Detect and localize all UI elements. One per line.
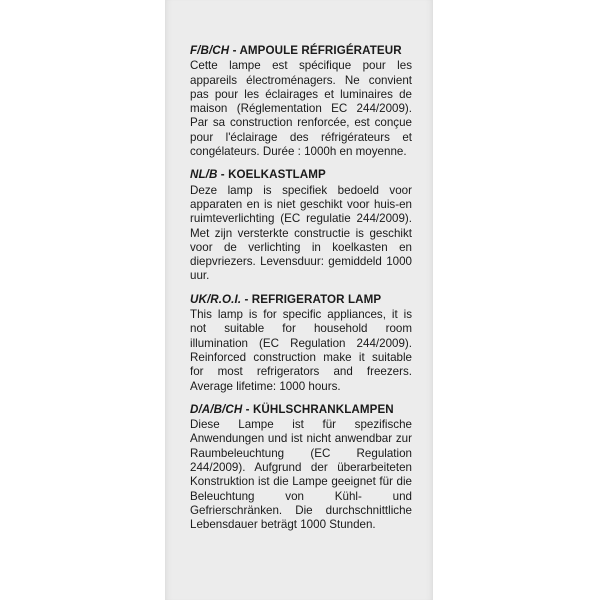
country-codes: UK/R.O.I. xyxy=(190,292,242,306)
label-text xyxy=(190,44,412,542)
section-nl xyxy=(190,168,412,283)
section-body: Diese Lampe ist für spezifische Anwendungen und ist nicht anwendbar zur Raumbeleuchtung (EC Regulation 244/2009). Aufgrund der überarbeiteten Konstruktion ist die Lampe geeignet für die Beleuchtung von Kühl- und Gefrierschränken. Die durchschnittliche Lebensdauer beträgt 1000 Stunden. xyxy=(190,418,412,532)
section-uk xyxy=(190,293,412,394)
heading-separator: - xyxy=(241,292,252,306)
section-heading xyxy=(190,168,412,182)
heading-separator: - xyxy=(242,402,253,416)
section-title: AMPOULE RÉFRIGÉRATEUR xyxy=(239,44,402,57)
country-codes: F/B/CH xyxy=(190,44,230,57)
section-heading xyxy=(190,44,412,58)
country-codes: NL/B xyxy=(190,168,218,182)
section-heading xyxy=(190,403,412,417)
section-title: KOELKASTLAMP xyxy=(228,168,326,182)
section-body: Cette lampe est spécifique pour les appareils électroménagers. Ne convient pas pour les éclairages et luminaires de maison (Réglementation EC 244/2009). Par sa construction renforcée, est conçue pour l'éclairage des réfrigérateurs et congélateurs. Durée : 1000h en moyenne. xyxy=(190,59,412,159)
section-title: KÜHLSCHRANKLAMPEN xyxy=(252,402,394,416)
section-title: REFRIGERATOR LAMP xyxy=(251,292,382,306)
section-body: Deze lamp is specifiek bedoeld voor apparaten en is niet geschikt voor huis-en ruimteverlichting (EC regulatie 244/2009). Met zijn versterkte constructie is geschikt voor de verlichting in koelkasten en diepvriezers. Levensduur: gemiddeld 1000 uur. xyxy=(190,183,412,283)
section-body: This lamp is for specific appliances, it is not suitable for household room illumination (EC Regulation 244/2009). Reinforced construction make it suitable for most refrigerators and freezers. Average lifetime: 1000 hours. xyxy=(190,308,412,393)
heading-separator: - xyxy=(217,168,229,182)
section-heading xyxy=(190,293,412,307)
section-fr xyxy=(190,44,412,159)
country-codes: D/A/B/CH xyxy=(190,402,243,416)
section-de xyxy=(190,403,412,533)
heading-separator: - xyxy=(229,44,240,57)
